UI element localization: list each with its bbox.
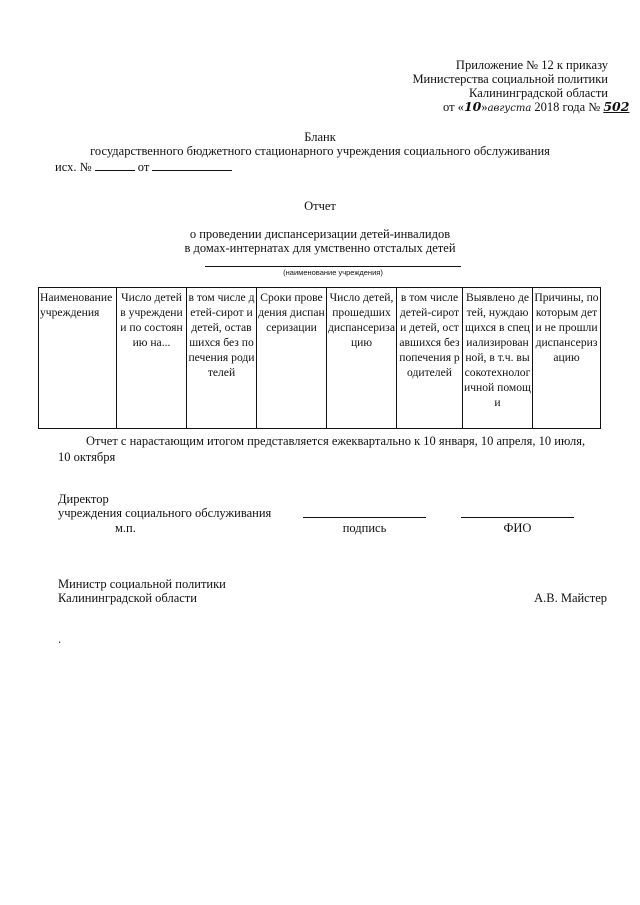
institution-caption: (наименование учреждения) <box>283 268 383 277</box>
director-institution: учреждения социального обслуживания <box>58 506 272 520</box>
appendix-date-line <box>443 99 629 115</box>
col-header-examined-count: Число детей, прошедших диспансеризацию <box>327 288 397 429</box>
col-header-examined-orphans: в том числе детей-сирот и детей, оставшихся без попечения родителей <box>397 288 463 429</box>
footer-dot: . <box>58 632 62 646</box>
table-header-row <box>39 288 601 429</box>
minister-title-1: Министр социальной политики <box>58 577 226 591</box>
blank-title: Бланк <box>304 130 336 144</box>
outgoing-number-field[interactable] <box>95 159 135 171</box>
director-label: Директор <box>58 492 109 506</box>
date-mid: » <box>481 100 488 114</box>
outgoing-date-field[interactable] <box>152 159 232 171</box>
handwritten-month: августа <box>487 103 532 114</box>
handwritten-day: 10 <box>463 99 482 114</box>
appendix-line-1: Приложение № 12 к приказу <box>455 58 608 72</box>
signature-caption: подпись <box>342 521 387 535</box>
name-caption: ФИО <box>503 521 532 535</box>
institution-name-line[interactable] <box>205 266 461 267</box>
handwritten-number: 502 <box>603 99 630 114</box>
col-header-orphans-count: в том числе детей-сирот и детей, оставшихся без попечения родителей <box>187 288 257 429</box>
outgoing-from-label: от <box>137 160 150 174</box>
col-header-institution: Наименование учреждения <box>39 288 117 429</box>
minister-title-2: Калининградской области <box>58 591 197 605</box>
signature-line[interactable] <box>303 517 426 518</box>
minister-name: А.В. Майстер <box>534 591 607 605</box>
col-header-reasons: Причины, по которым дети не прошли диспансеризацию <box>533 288 601 429</box>
reporting-note-line-1: Отчет с нарастающим итогом представляется ежеквартально к 10 января, 10 апреля, 10 июля, <box>86 434 586 448</box>
report-subtitle-2: в домах-интернатах для умственно отсталых детей <box>184 241 456 255</box>
outgoing-label: исх. № <box>55 160 92 174</box>
col-header-terms: Сроки проведения диспансеризации <box>257 288 327 429</box>
blank-organization: государственного бюджетного стационарного учреждения социального обслуживания <box>90 144 550 158</box>
name-line[interactable] <box>461 517 574 518</box>
date-year: 2018 года № <box>534 100 601 114</box>
report-title: Отчет <box>304 199 336 213</box>
report-subtitle-1: о проведении диспансеризации детей-инвалидов <box>189 227 451 241</box>
appendix-line-3: Калининградской области <box>469 86 608 100</box>
col-header-children-count: Число детей в учреждении по состоянию на... <box>117 288 187 429</box>
appendix-line-2: Министерства социальной политики <box>412 72 608 86</box>
outgoing-number-row <box>55 159 232 175</box>
reporting-note-line-2: 10 октября <box>58 450 116 464</box>
report-table <box>38 287 601 429</box>
col-header-specialized-care: Выявлено детей, нуждающихся в специализированной, в т.ч. высокотехнологичной помощи <box>463 288 533 429</box>
date-prefix: от « <box>443 100 464 114</box>
stamp-label: м.п. <box>115 521 136 535</box>
